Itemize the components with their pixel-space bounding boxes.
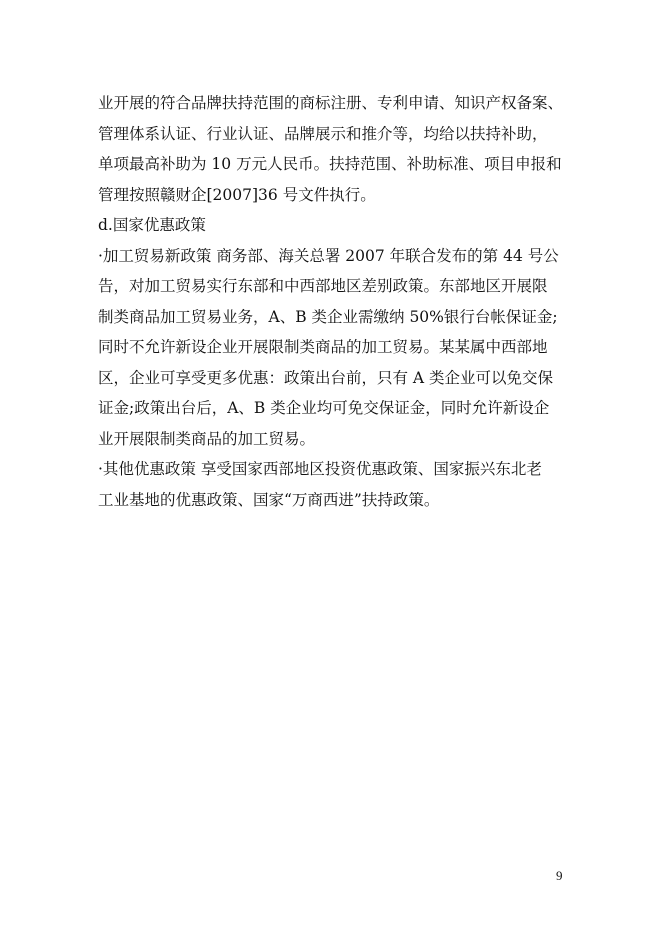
text-line: ·其他优惠政策 享受国家西部地区投资优惠政策、国家振兴东北老: [98, 460, 542, 478]
text-line: 同时不允许新设企业开展限制类商品的加工贸易。某某属中西部地: [98, 338, 548, 356]
page-number: 9: [556, 868, 563, 883]
text-line: 业开展限制类商品的加工贸易。: [98, 429, 316, 448]
text-line: 工业基地的优惠政策、国家“万商西进”扶持政策。: [98, 490, 440, 509]
text-line: 制类商品加工贸易业务，A、B 类企业需缴纳 50%银行台帐保证金;: [98, 307, 558, 326]
text-line: 业开展的符合品牌扶持范围的商标注册、专利申请、知识产权备案、: [98, 94, 564, 112]
text-line: ·加工贸易新政策 商务部、海关总署 2007 年联合发布的第 44 号公: [98, 246, 559, 265]
text-line: 区，企业可享受更多优惠：政策出台前，只有 A 类企业可以免交保: [98, 368, 554, 387]
text-line: 管理体系认证、行业认证、品牌展示和推介等，均给以扶持补助，: [98, 124, 548, 143]
text-line: 告，对加工贸易实行东部和中西部地区差别政策。东部地区开展限: [98, 277, 548, 295]
section-heading: d.国家优惠政策: [98, 216, 206, 234]
text-line: 单项最高补助为 10 万元人民币。扶持范围、补助标准、项目申报和: [98, 155, 562, 173]
text-line: 证金;政策出台后，A、B 类企业均可免交保证金，同时允许新设企: [98, 399, 550, 417]
text-line: 管理按照赣财企[2007]36 号文件执行。: [98, 185, 376, 204]
document-body: [98, 88, 578, 515]
